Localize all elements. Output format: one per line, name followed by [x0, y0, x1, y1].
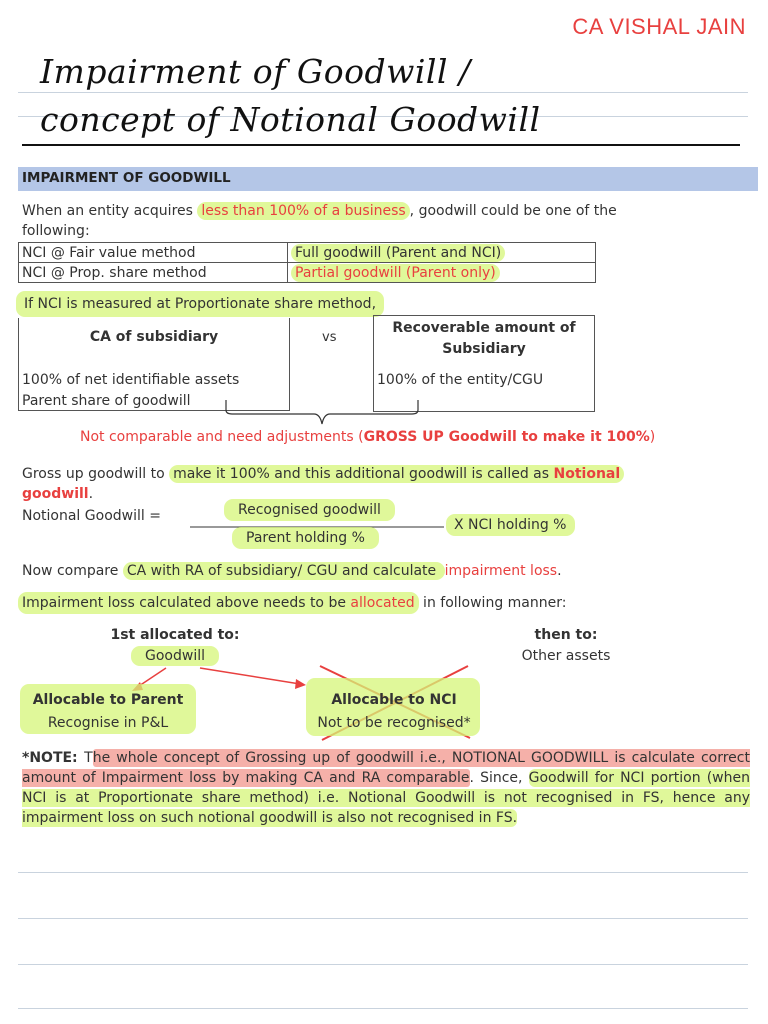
compare-highlight: CA with RA of subsidiary/ CGU and calculate — [123, 562, 445, 580]
gross-up-period: . — [88, 486, 94, 502]
ra-line1: 100% of the entity/CGU — [377, 372, 544, 388]
note-bold: GROSS UP Goodwill to make it 100% — [363, 429, 650, 445]
brand-name: CA VISHAL JAIN — [572, 14, 746, 39]
multiplier-highlight: X NCI holding % — [446, 514, 575, 536]
then-item: Other assets — [521, 648, 611, 664]
allocation-highlight — [18, 592, 419, 614]
comparison-note — [80, 429, 655, 445]
result-highlight: Partial goodwill (Parent only) — [291, 264, 500, 282]
parent-title: Allocable to Parent — [32, 692, 184, 708]
numerator-highlight: Recognised goodwill — [224, 499, 395, 521]
compare-period: . — [557, 563, 562, 579]
note-label: *NOTE: — [22, 750, 85, 766]
curly-brace — [226, 400, 418, 424]
nci-sub: Not to be recognised* — [317, 715, 471, 731]
ca-line2: Parent share of goodwill — [22, 393, 191, 409]
impairment-term: impairment loss — [444, 563, 558, 579]
formula-label: Notional Goodwill = — [22, 508, 161, 524]
arrowhead-nci — [295, 679, 306, 689]
table-cell-method: NCI @ Fair value method — [19, 243, 288, 263]
section-title: IMPAIRMENT OF GOODWILL — [22, 170, 231, 186]
ca-line1: 100% of net identifiable assets — [22, 372, 240, 388]
compare-prefix: Now compare — [22, 563, 123, 579]
gross-up-line1 — [22, 466, 624, 482]
arrow-to-nci — [200, 668, 300, 684]
proportionate-highlight: If NCI is measured at Proportionate share method, — [16, 291, 384, 317]
then-title: then to: — [534, 627, 598, 643]
note-paragraph — [22, 748, 750, 828]
ca-title: CA of subsidiary — [89, 329, 219, 345]
gross-up-line2 — [22, 486, 93, 502]
note-prefix: Not comparable and need adjustments ( — [80, 429, 364, 445]
formula-numerator — [224, 502, 395, 518]
note-pink-highlight: he whole concept of Grossing up of goodwill i.e., NOTIONAL GOODWILL is calculate correct amount of Impairment loss by making CA and RA comparable — [22, 750, 750, 786]
note-suffix: ) — [649, 429, 656, 445]
allocation-line — [18, 595, 566, 611]
allocation-prefix: Impairment loss calculated above needs to be — [22, 595, 351, 611]
allocated-term: allocated — [350, 595, 415, 611]
nci-title: Allocable to NCI — [331, 692, 457, 708]
parent-sub: Recognise in P&L — [47, 715, 169, 731]
formula-multiplier — [446, 517, 575, 533]
intro-highlight: less than 100% of a business — [197, 202, 409, 220]
denominator-highlight: Parent holding % — [232, 527, 379, 549]
intro-prefix: When an entity acquires — [22, 203, 198, 219]
note-mid: . Since, — [469, 770, 529, 786]
table-cell-method: NCI @ Prop. share method — [19, 263, 288, 283]
intro-suffix: , goodwill could be one of the — [409, 203, 617, 219]
page-title-line2: concept of Notional Goodwill — [40, 100, 541, 139]
formula-denominator — [232, 530, 379, 546]
compare-line — [22, 563, 562, 579]
gross-up-highlight — [169, 465, 624, 483]
first-allocated-title: 1st allocated to: — [110, 627, 240, 643]
page-title-line1: Impairment of Goodwill / — [40, 52, 471, 91]
allocation-suffix: in following manner: — [418, 595, 567, 611]
vs-label: vs — [322, 330, 337, 345]
ra-title-1: Recoverable amount of — [392, 320, 576, 336]
gross-up-part2: make it 100% and this additional goodwill is called as — [173, 466, 554, 482]
first-allocated-item — [90, 648, 260, 664]
goodwill-highlight: Goodwill — [131, 646, 219, 666]
result-highlight: Full goodwill (Parent and NCI) — [291, 244, 505, 262]
intro-line2: following: — [22, 223, 90, 239]
note-green-highlight: Goodwill for NCI portion (when NCI is at Proportionate share method) i.e. Notional Goodwill is not recognised in FS, hence any impairment loss on such notional goodwill is also not recognised in FS. — [22, 770, 750, 826]
notional-term: Notional — [553, 466, 621, 482]
ra-title-2: Subsidiary — [442, 341, 526, 357]
goodwill-term: goodwill — [22, 486, 89, 502]
gross-up-part1: Gross up goodwill to — [22, 466, 170, 482]
note-lead: T — [84, 750, 93, 766]
